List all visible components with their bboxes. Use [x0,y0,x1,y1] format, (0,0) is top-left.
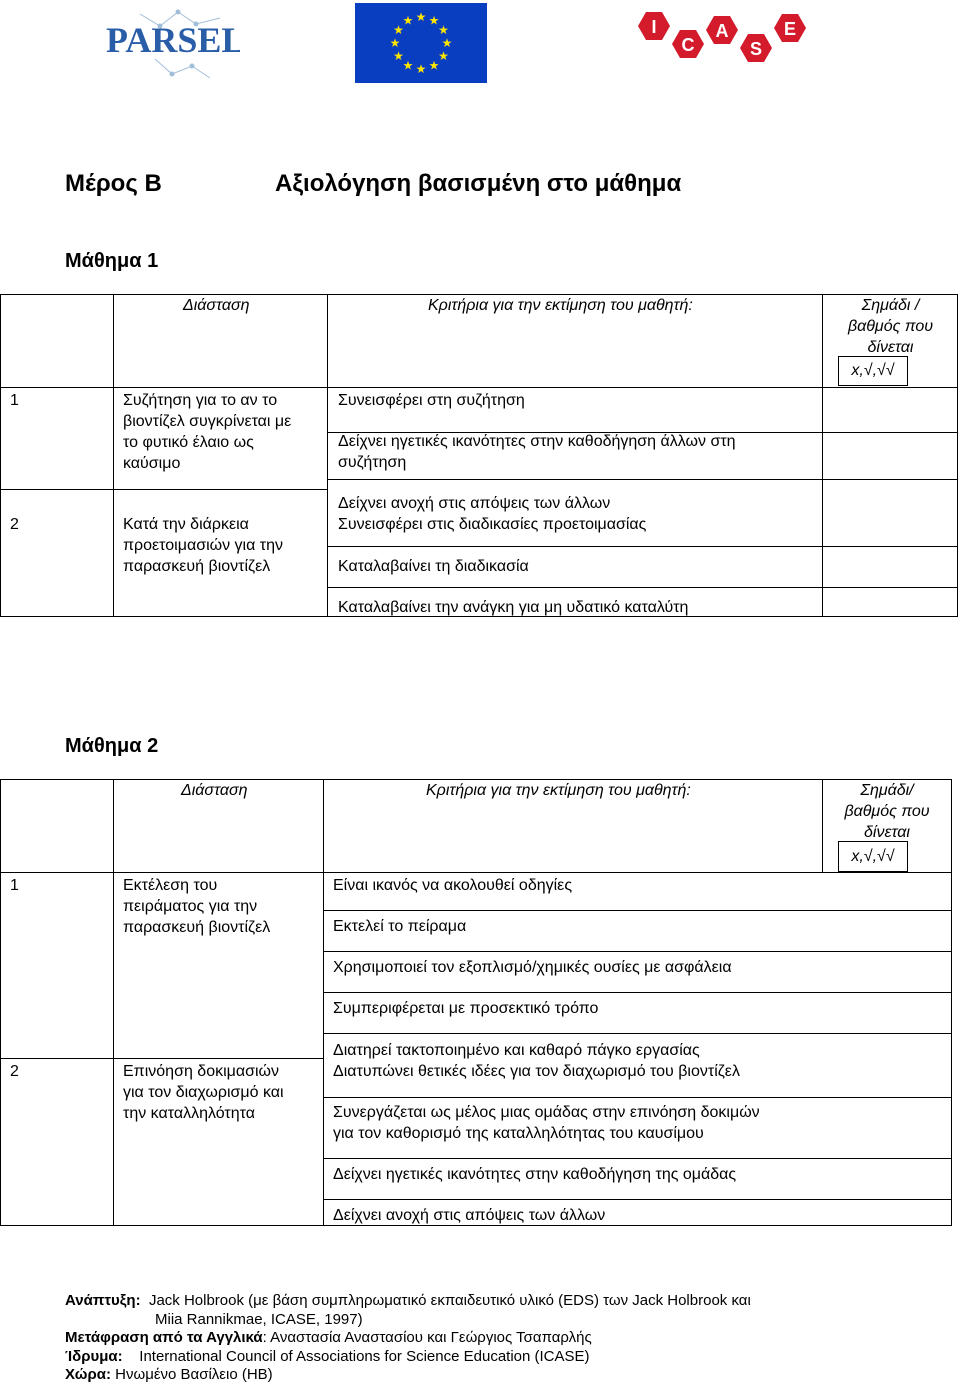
icase-logo [632,8,832,74]
eu-star-icon: ★ [389,36,401,50]
icase-letter-c: C [681,35,695,55]
lesson2-title: Μάθημα 2 [65,735,159,757]
lesson1-criterion: Δείχνει ηγετικές ικανότητες στην καθοδήγηση άλλων στη [338,433,736,450]
footer-development-label: Ανάπτυξη: [65,1292,141,1309]
icase-letter-s: S [749,39,763,59]
eu-star-icon: ★ [393,23,404,37]
lesson2-criterion: Διατηρεί τακτοποιημένο και καθαρό πάγκο εργασίας [333,1042,700,1059]
footer-country-text: Ηνωμένο Βασίλειο (HB) [115,1366,273,1383]
part-heading: Μέρος Β [65,170,162,197]
lesson1-header-criteria: Κριτήρια για την εκτίμηση του μαθητή: [428,297,693,314]
lesson1-header-dimension: Διάσταση [183,297,250,314]
footer-institution-text: International Council of Associations for Science Education (ICASE) [139,1347,590,1365]
eu-star-icon: ★ [438,23,449,37]
lesson1-row2-number: 2 [10,516,19,533]
eu-star-icon: ★ [428,13,440,28]
footer-translation-label: Μετάφραση από τα Αγγλικά [65,1329,263,1346]
lesson1-title: Μάθημα 1 [65,250,159,272]
icase-letter-e: E [783,19,797,39]
lesson2-header-dimension: Διάσταση [181,782,248,799]
lesson2-criterion: Δείχνει ηγετικές ικανότητες στην καθοδήγηση της ομάδας [333,1166,737,1183]
parsel-wordmark: PARSEL [106,20,240,60]
lesson2-row1-number: 1 [10,877,19,894]
lesson2-criterion: Συνεργάζεται ως μέλος μιας ομάδας στην επινόηση δοκιμών [333,1104,760,1121]
footer-development-text-cont: Miia Rannikmae, ICASE, 1997) [155,1310,363,1328]
eu-star-icon: ★ [428,58,440,73]
lesson2-criterion: για τον καθορισμό της καταλληλότητας του καυσίμου [333,1125,704,1142]
lesson2-header-criteria: Κριτήρια για την εκτίμηση του μαθητή: [426,782,691,799]
lesson1-criterion: Συνεισφέρει στη συζήτηση [338,392,525,409]
lesson2-criterion: Συμπεριφέρεται με προσεκτικό τρόπο [333,1000,599,1017]
icase-letter-i: I [651,17,657,37]
parsel-logo [100,4,240,84]
footer-institution-label: Ίδρυμα: [65,1347,123,1365]
lesson2-row2-dimension: Επινόηση δοκιμασιών για τον διαχωρισμό και την καταλληλότητα [123,1063,284,1122]
lesson2-criterion: Εκτελεί το πείραμα [333,918,467,935]
eu-star-icon: ★ [415,62,427,76]
lesson1-row1-number: 1 [10,392,19,409]
eu-star-icon: ★ [415,10,427,24]
lesson1-row1-dimension: Συζήτηση για το αν το βιοντίζελ συγκρίνεται με το φυτικό έλαιο ως καύσιμο [123,392,292,472]
lesson2-mark-symbols: x,√,√√ [838,841,908,872]
lesson2-row1-dimension: Εκτέλεση του πειράματος για την παρασκευή βιοντίζελ [123,877,271,936]
eu-star-icon: ★ [393,49,404,63]
eu-star-icon: ★ [402,58,414,73]
lesson1-criterion: συζήτηση [338,454,407,471]
eu-star-icon: ★ [438,49,449,63]
icase-letter-a: A [715,21,729,41]
lesson2-criterion: Χρησιμοποιεί τον εξοπλισμό/χημικές ουσίες με ασφάλεια [333,959,732,976]
lesson2-criterion: Δείχνει ανοχή στις απόψεις των άλλων [333,1207,606,1224]
footer-country-label: Χώρα: [65,1366,111,1383]
eu-star-icon: ★ [441,36,453,50]
lesson2-criterion: Διατυπώνει θετικές ιδέες για τον διαχωρισμό του βιοντίζελ [333,1063,740,1080]
lesson1-criterion: Δείχνει ανοχή στις απόψεις των άλλων [338,495,611,512]
footer-credits [65,1292,751,1385]
eu-flag-logo [355,3,487,83]
lesson1-criterion: Καταλαβαίνει την ανάγκη για μη υδατικό καταλύτη [338,599,689,616]
lesson1-row2-dimension: Κατά την διάρκεια προετοιμασιών για την παρασκευή βιοντίζελ [123,516,284,575]
lesson1-mark-symbols: x,√,√√ [838,356,908,386]
lesson2-row2-number: 2 [10,1063,19,1080]
lesson2-header-mark: Σημάδι/ βαθμός που δίνεται [844,782,930,841]
eu-star-icon: ★ [402,13,414,28]
lesson2-criterion: Είναι ικανός να ακολουθεί οδηγίες [333,877,573,894]
lesson1-criterion: Συνεισφέρει στις διαδικασίες προετοιμασίας [338,516,647,533]
lesson1-criterion: Καταλαβαίνει τη διαδικασία [338,558,529,575]
lesson1-header-mark: Σημάδι / βαθμός που δίνεται [847,297,934,356]
page-title: Αξιολόγηση βασισμένη στο μάθημα [275,170,682,197]
footer-translation-text: : Αναστασία Αναστασίου και Γεώργιος Τσαπαρλής [262,1329,592,1346]
footer-development-text: Jack Holbrook (με βάση συμπληρωματικό εκπαιδευτικό υλικό (EDS) των Jack Holbrook και [148,1292,751,1309]
